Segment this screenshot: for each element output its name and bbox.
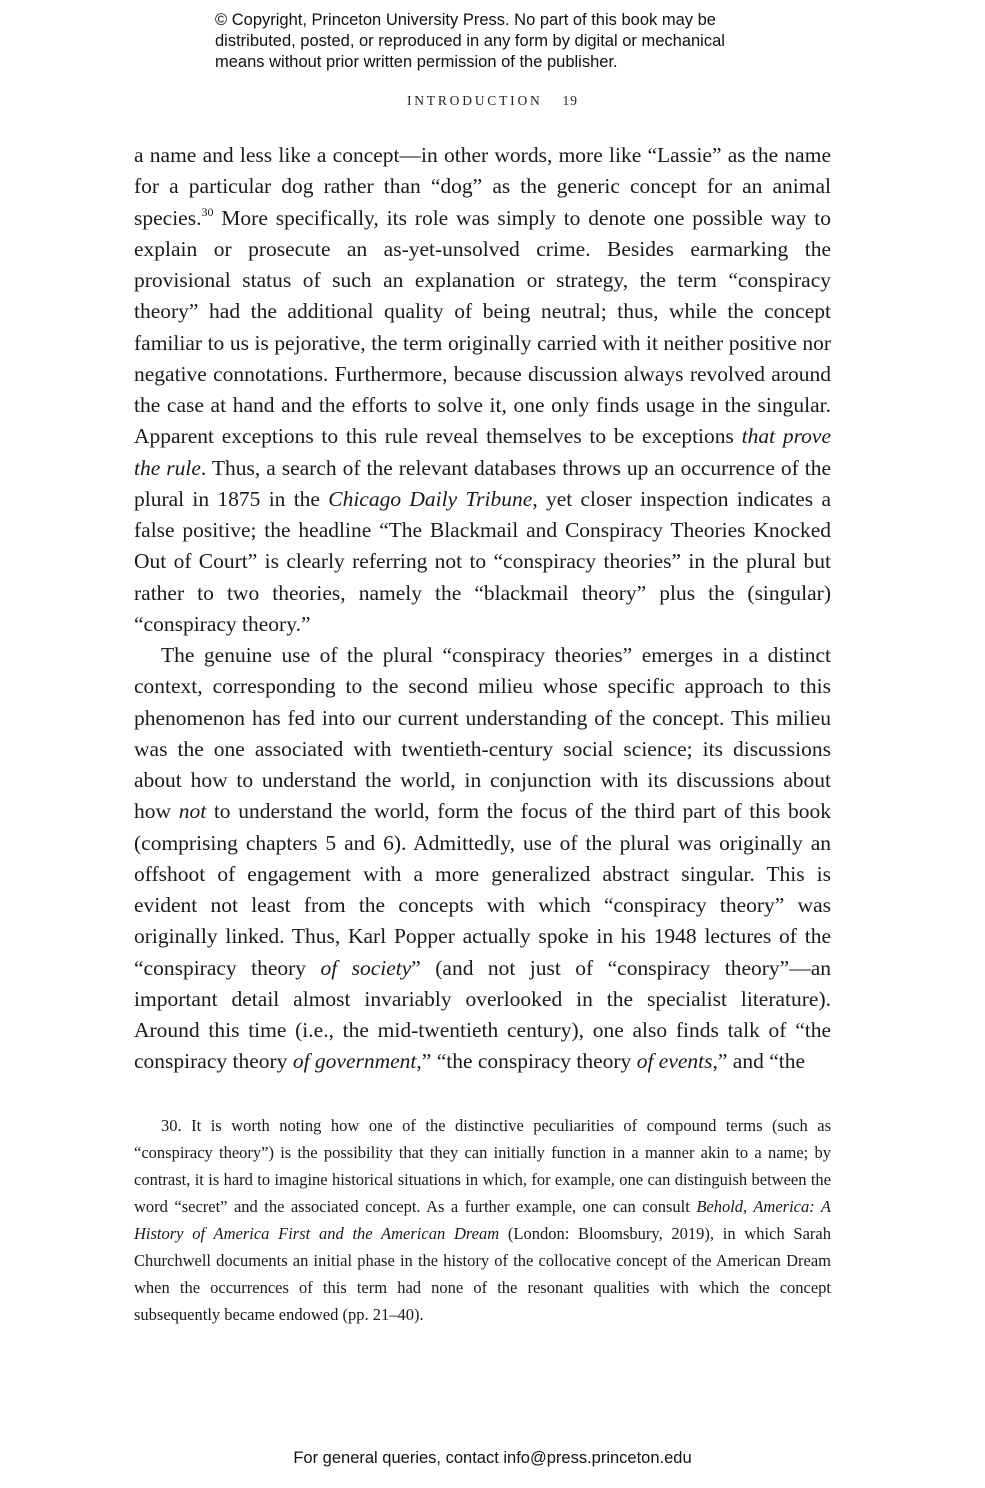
page-number: 19 — [562, 93, 579, 108]
emphasis: not — [178, 799, 207, 824]
text-run: ” (and not just of “conspiracy theory”—an important detail almost invariably overlooked in the specialist literature). Around this time (i.e., the mid-twentieth century), one also finds talk of “the conspiracy theory — [134, 955, 831, 1074]
publication-title: Chicago Daily Tribune — [328, 486, 533, 511]
contact-footer: For general queries, contact info@press.princeton.edu — [293, 1449, 692, 1467]
text-run: (London: Bloomsbury, 2019), in which Sarah Churchwell documents an initial phase in the history of the collocative concept of the American Dream when the occurrences of this term had none of the resonant qualities with which the concept subsequently became endowed (pp. 21–40). — [134, 1224, 831, 1324]
emphasis: that prove the rule — [134, 424, 831, 480]
book-title: Behold, America: A History of America First and the American Dream — [134, 1197, 831, 1243]
copyright-line: distributed, posted, or reproduced in any form by digital or mechanical — [215, 32, 725, 50]
text-run: to understand the world, form the focus of the third part of this book (comprising chapters 5 and 6). Admittedly, use of the plural was originally an offshoot of engagement with a more generalized abstract singular. This is evident not least from the concepts with which “conspiracy theory” was originally linked. Thus, Karl Popper actually spoke in his 1948 lectures of the “conspiracy theory — [134, 799, 831, 980]
copyright-line: means without prior written permission of the publisher. — [215, 53, 618, 71]
emphasis: of society — [320, 955, 412, 980]
running-head — [0, 93, 985, 109]
paragraph — [134, 140, 831, 640]
footnote — [134, 1112, 831, 1328]
text-run: 30. It is worth noting how one of the distinctive peculiarities of compound terms (such as “conspiracy theory”) is the possibility that they can initially function in a manner akin to a name; by contrast, it is hard to imagine historical situations in which, for example, one can distinguish between the word “secret” and the associated concept. As a further example, one can consult — [134, 1116, 831, 1216]
copyright-line: © Copyright, Princeton University Press. No part of this book may be — [215, 11, 716, 29]
emphasis: of government — [292, 1049, 417, 1074]
text-run: ,” “the conspiracy theory — [416, 1049, 637, 1074]
copyright-notice — [215, 10, 815, 73]
footnote-reference[interactable]: 30 — [201, 204, 214, 219]
text-run: More specifically, its role was simply to denote one possible way to explain or prosecute an as-yet-unsolved crime. Besides earmarking the provisional status of such an explanation or strategy, the term “conspiracy theory” had the additional quality of being neutral; thus, while the concept familiar to us is pejorative, the term originally carried with it neither positive nor negative connotations. Furthermore, because discussion always revolved around the case at hand and the efforts to solve it, one only finds usage in the singular. Apparent exceptions to this rule reveal themselves to be exceptions — [134, 205, 831, 449]
emphasis: of events — [636, 1049, 713, 1074]
paragraph — [134, 640, 831, 1078]
text-run: a name and less like a concept—in other words, more like “Lassie” as the name for a particular dog rather than “dog” as the generic concept for an animal species. — [134, 143, 831, 230]
text-run: , yet closer inspection indicates a false positive; the headline “The Blackmail and Conspiracy Theories Knocked Out of Court” is clearly referring not to “conspiracy theories” in the plural but rather to two theories, namely the “blackmail theory” plus the (singular) “conspiracy theory.” — [134, 486, 831, 636]
text-run: The genuine use of the plural “conspiracy theories” emerges in a distinct context, corresponding to the second milieu whose specific approach to this phenomenon has fed into our current understanding of the concept. This milieu was the one associated with twentieth-century social science; its discussions about how to understand the world, in conjunction with its discussions about how — [134, 643, 831, 824]
main-text — [134, 140, 831, 1078]
text-run: . Thus, a search of the relevant databases throws up an occurrence of the plural in 1875 in the — [134, 455, 831, 511]
text-run: ,” and “the — [712, 1049, 806, 1074]
section-title: INTRODUCTION — [406, 93, 543, 108]
footnote-text — [134, 1112, 831, 1328]
